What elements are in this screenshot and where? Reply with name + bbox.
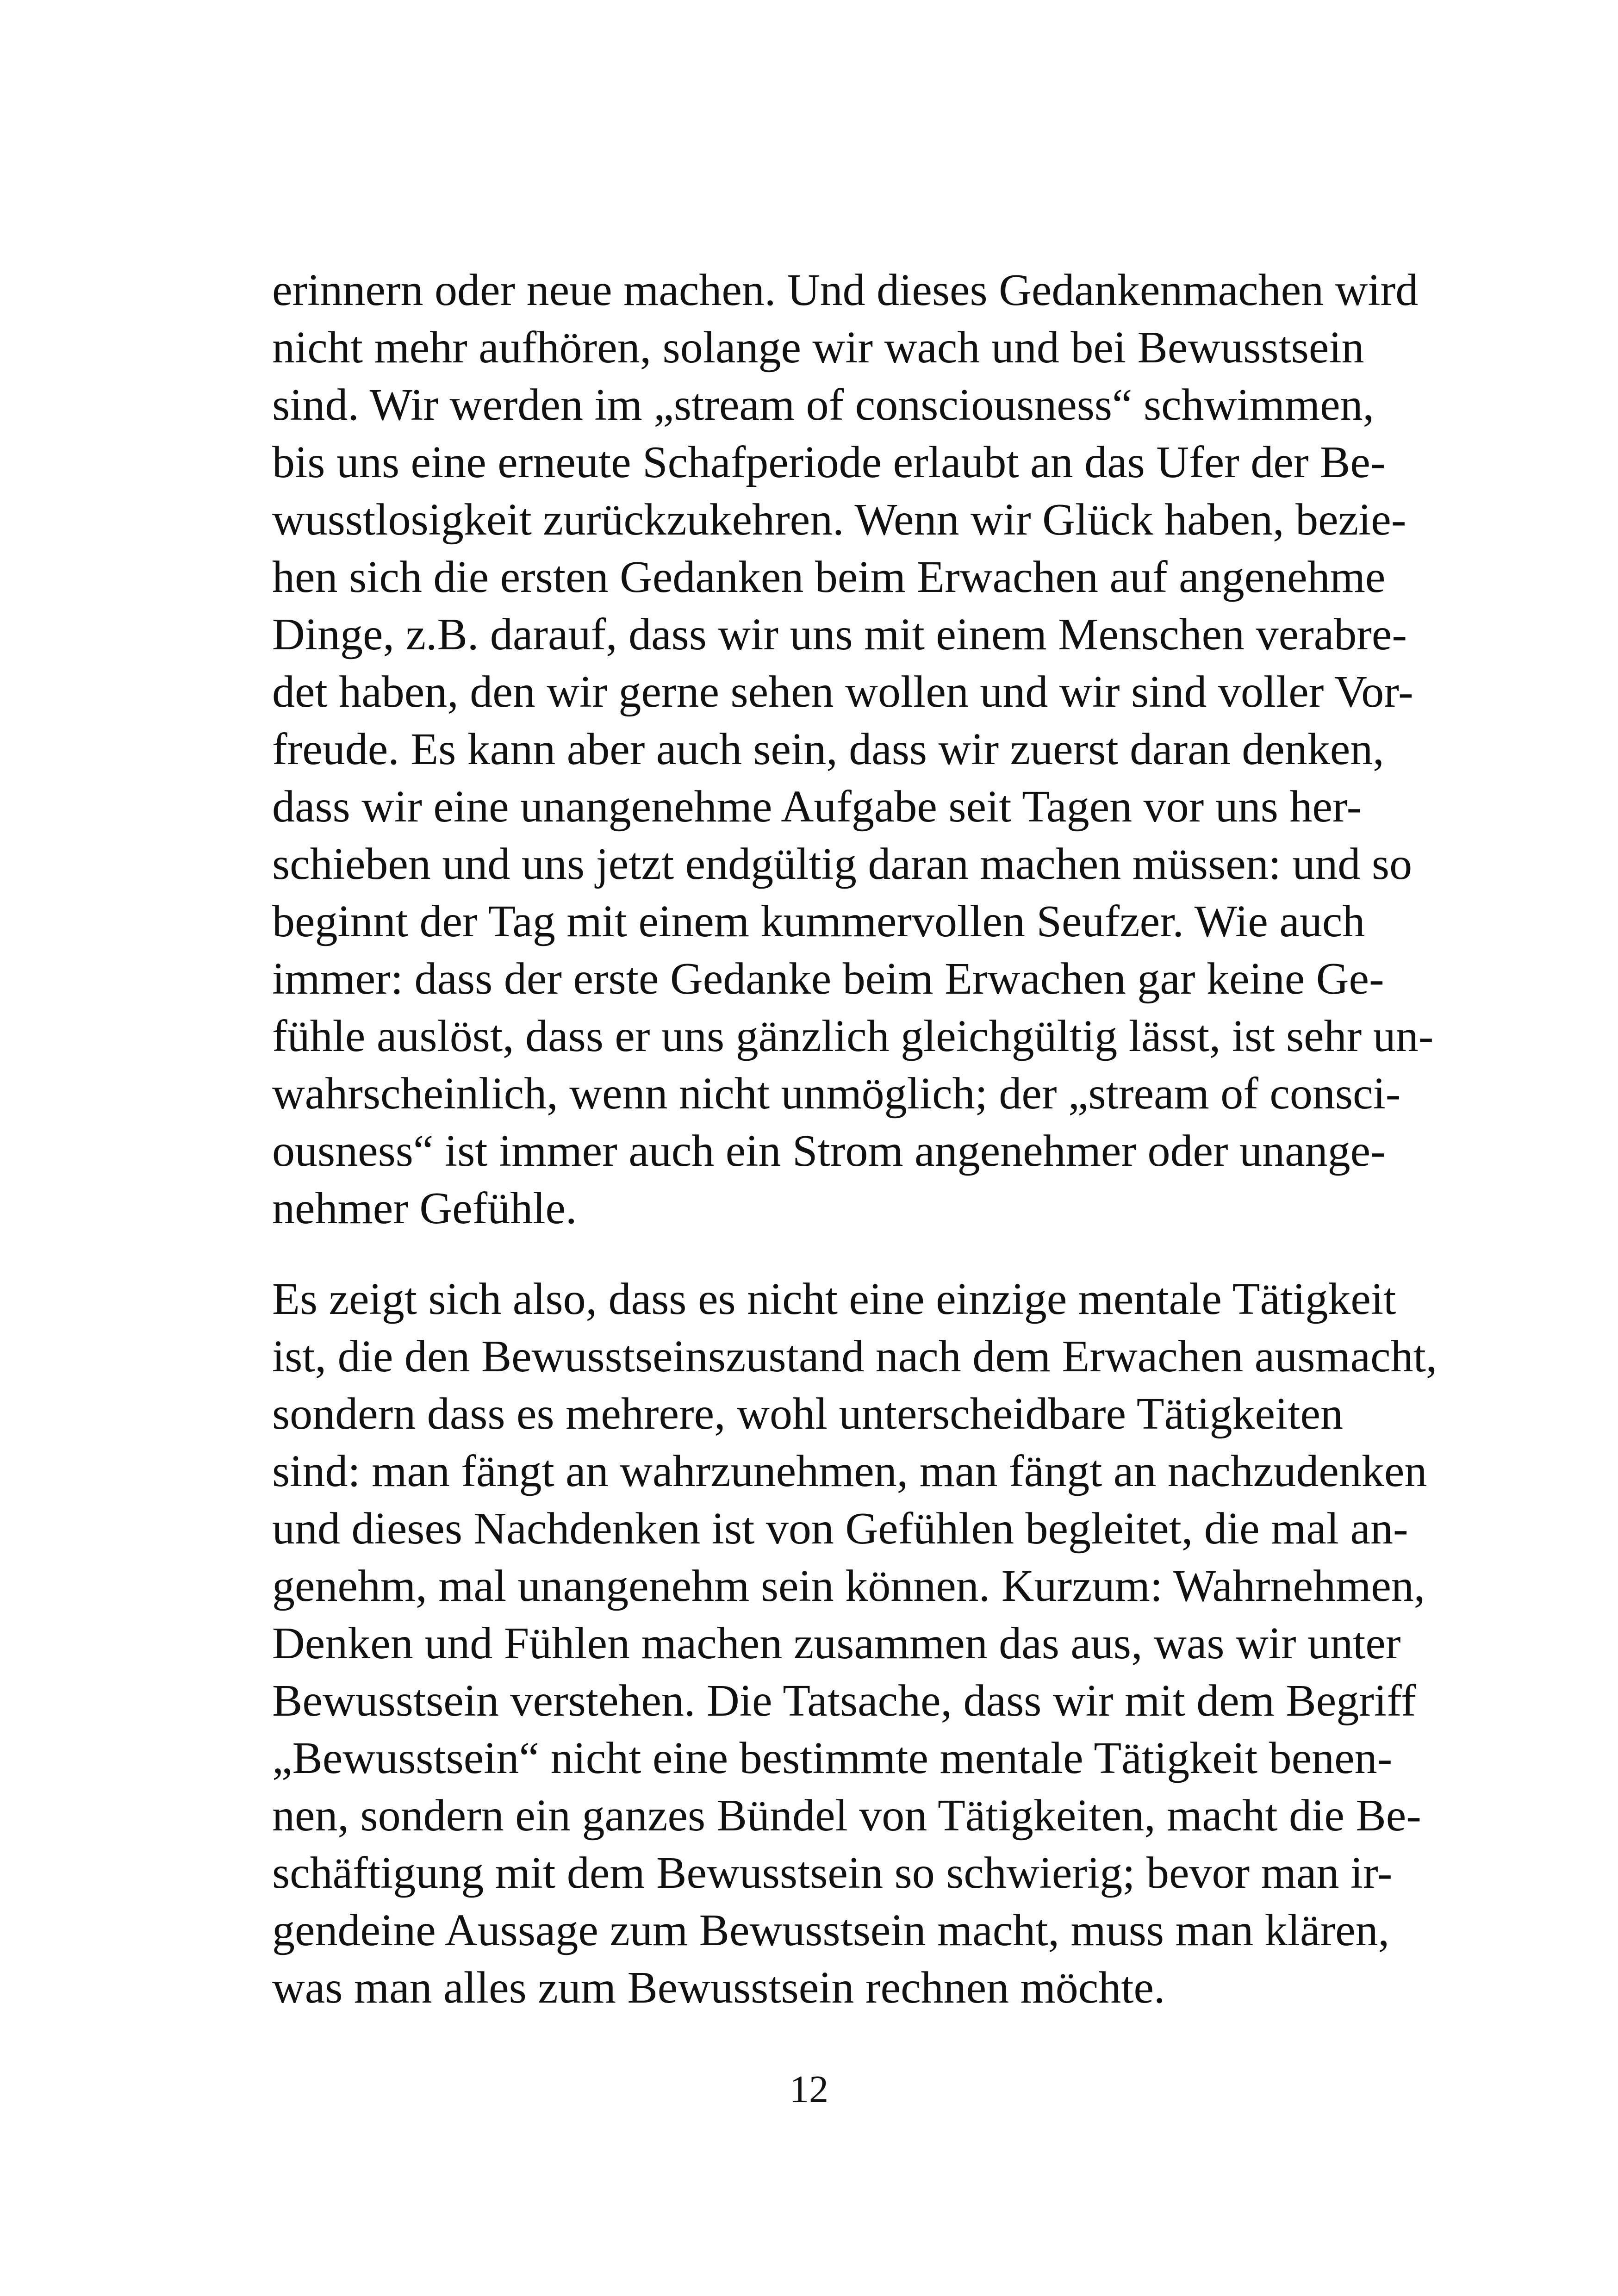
text-line: sondern dass es mehrere, wohl unterscheidbare Tätigkeiten xyxy=(272,1389,1344,1439)
text-line: schieben und uns jetzt endgültig daran machen müssen: und so xyxy=(272,839,1413,889)
text-line: ousness“ ist immer auch ein Strom angenehmer oder unange- xyxy=(272,1126,1386,1176)
text-line: dass wir eine unangenehme Aufgabe seit Tagen vor uns her- xyxy=(272,782,1362,832)
text-line: ist, die den Bewusstseinszustand nach dem Erwachen ausmacht, xyxy=(272,1332,1438,1381)
text-line: was man alles zum Bewusstsein rechnen möchte. xyxy=(272,1963,1165,2013)
text-line: Dinge, z.B. darauf, dass wir uns mit einem Menschen verabre- xyxy=(272,610,1407,660)
text-line: Bewusstsein verstehen. Die Tatsache, dass wir mit dem Begriff xyxy=(272,1676,1416,1726)
text-line: nehmer Gefühle. xyxy=(272,1183,577,1233)
text-line: nicht mehr aufhören, solange wir wach und bei Bewusstsein xyxy=(272,323,1364,373)
text-line: bis uns eine erneute Schafperiode erlaubt an das Ufer der Be- xyxy=(272,437,1386,487)
text-line: Denken und Fühlen machen zusammen das aus, was wir unter xyxy=(272,1618,1401,1668)
text-line: det haben, den wir gerne sehen wollen und wir sind voller Vor- xyxy=(272,667,1413,717)
text-line: nen, sondern ein ganzes Bündel von Tätigkeiten, macht die Be- xyxy=(272,1791,1421,1841)
text-line: „Bewusstsein“ nicht eine bestimmte mentale Tätigkeit benen- xyxy=(272,1733,1393,1783)
text-line: sind. Wir werden im „stream of consciousness“ schwimmen, xyxy=(272,380,1375,430)
text-line: beginnt der Tag mit einem kummervollen Seufzer. Wie auch xyxy=(272,896,1365,946)
text-line: wusstlosigkeit zurückzukehren. Wenn wir Glück haben, bezie- xyxy=(272,495,1406,545)
paragraph-1 xyxy=(272,261,1434,1237)
text-line: hen sich die ersten Gedanken beim Erwachen auf angenehme xyxy=(272,552,1386,602)
text-line: erinnern oder neue machen. Und dieses Gedankenmachen wird xyxy=(272,265,1419,315)
text-line: immer: dass der erste Gedanke beim Erwachen gar keine Ge- xyxy=(272,954,1384,1004)
text-line: freude. Es kann aber auch sein, dass wir zuerst daran denken, xyxy=(272,724,1384,774)
text-line: schäftigung mit dem Bewusstsein so schwierig; bevor man ir- xyxy=(272,1848,1393,1898)
text-line: Es zeigt sich also, dass es nicht eine einzige mentale Tätigkeit xyxy=(272,1274,1396,1324)
text-line: gendeine Aussage zum Bewusstsein macht, muss man klären, xyxy=(272,1905,1390,1955)
text-line: sind: man fängt an wahrzunehmen, man fängt an nachzudenken xyxy=(272,1446,1427,1496)
page-number: 12 xyxy=(790,2068,828,2111)
paragraph-2 xyxy=(272,1270,1438,2016)
text-line: und dieses Nachdenken ist von Gefühlen begleitet, die mal an- xyxy=(272,1504,1408,1554)
text-line: fühle auslöst, dass er uns gänzlich gleichgültig lässt, ist sehr un- xyxy=(272,1011,1434,1061)
text-line: genehm, mal unangenehm sein können. Kurzum: Wahrnehmen, xyxy=(272,1561,1425,1611)
text-line: wahrscheinlich, wenn nicht unmöglich; der „stream of consci- xyxy=(272,1069,1401,1119)
